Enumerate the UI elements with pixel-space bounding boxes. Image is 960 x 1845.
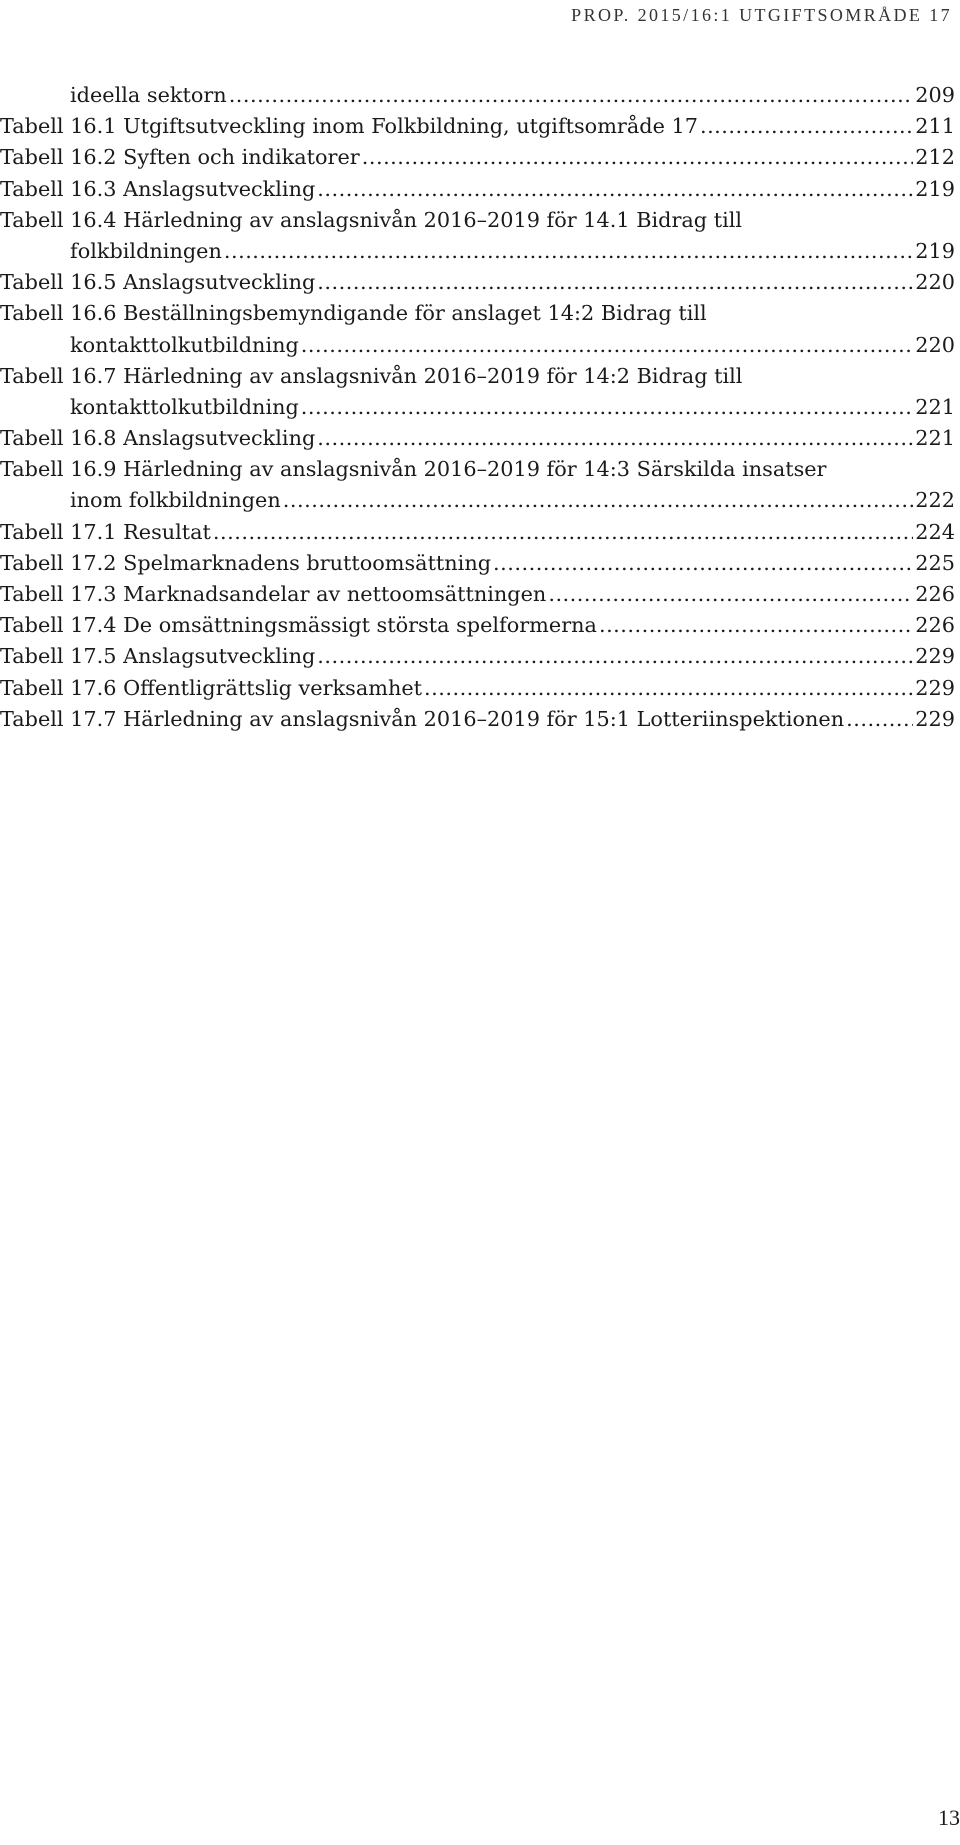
dot-leader	[700, 111, 913, 142]
toc-entry-title-line: Tabell 16.9 Härledning av anslagsnivån 2016–2019 för 14:3 Särskilda insatser	[0, 457, 827, 482]
toc-entry-title-line: Tabell 16.6 Beställningsbemyndigande för anslaget 14:2 Bidrag till	[0, 301, 707, 326]
toc-entry[interactable]	[0, 673, 955, 704]
toc-entry-line	[0, 610, 955, 641]
toc-entry[interactable]	[0, 579, 955, 610]
toc-entry-page: 225	[915, 550, 955, 575]
toc-entry-line	[0, 330, 955, 361]
toc-entry[interactable]	[0, 704, 955, 735]
dot-leader	[599, 610, 913, 641]
toc-entry-line	[0, 267, 955, 298]
toc-entry-line	[0, 392, 955, 423]
toc-entry-title-line: Tabell 16.7 Härledning av anslagsnivån 2016–2019 för 14:2 Bidrag till	[0, 363, 743, 388]
toc-entry-page: 221	[915, 426, 955, 451]
toc-entry-line	[0, 579, 955, 610]
toc-entry-page: 224	[915, 519, 955, 544]
dot-leader	[317, 423, 913, 454]
toc-entry[interactable]	[0, 641, 955, 672]
toc-entry-page: 226	[915, 582, 955, 606]
toc-entry-line	[0, 236, 955, 267]
toc-entry-page: 219	[915, 238, 955, 263]
page-number: 13	[938, 1805, 960, 1830]
toc-entry-title: kontakttolkutbildning	[70, 332, 299, 357]
toc-entry-title: Tabell 17.2 Spelmarknadens bruttoomsättning	[0, 550, 492, 575]
toc-entry-title: Tabell 16.5 Anslagsutveckling	[0, 270, 316, 295]
toc-entry[interactable]	[0, 111, 955, 142]
toc-entry-line	[0, 111, 955, 142]
dot-leader	[424, 673, 913, 704]
toc-entry-line	[0, 704, 955, 735]
toc-entry-page: 229	[915, 675, 955, 700]
toc-entry[interactable]	[0, 610, 955, 641]
toc-entry-title-line: Tabell 16.4 Härledning av anslagsnivån 2016–2019 för 14.1 Bidrag till	[0, 207, 743, 232]
toc-entry-title: Tabell 16.2 Syften och indikatorer	[0, 145, 360, 170]
toc-entry-page: 221	[915, 394, 955, 419]
toc-entry[interactable]	[0, 517, 955, 548]
toc-entry-page: 222	[915, 488, 955, 513]
toc-entry-title: Tabell 17.6 Offentligrättslig verksamhet	[0, 675, 423, 700]
toc-entry-title: Tabell 16.3 Anslagsutveckling	[0, 176, 316, 201]
dot-leader	[229, 80, 914, 111]
table-of-contents	[0, 80, 955, 735]
toc-entry[interactable]	[0, 423, 955, 454]
toc-entry[interactable]	[0, 454, 955, 516]
toc-entry-title: inom folkbildningen	[70, 488, 281, 513]
toc-entry-page: 219	[915, 176, 955, 201]
dot-leader	[301, 392, 914, 423]
toc-entry-title: Tabell 17.7 Härledning av anslagsnivån 2016–2019 för 15:1 Lotteriinspektionen	[0, 706, 845, 731]
toc-entry-page: 220	[915, 270, 955, 295]
toc-entry-line	[0, 80, 955, 111]
toc-entry[interactable]	[0, 174, 955, 205]
toc-entry-title: Tabell 17.5 Anslagsutveckling	[0, 644, 316, 669]
toc-entry-line	[0, 641, 955, 672]
toc-entry-line	[0, 548, 955, 579]
toc-entry-title: ideella sektorn	[70, 83, 227, 107]
toc-entry[interactable]	[0, 267, 955, 298]
toc-entry-title: Tabell 17.1 Resultat	[0, 519, 211, 544]
dot-leader	[493, 548, 913, 579]
toc-entry-page: 220	[915, 332, 955, 357]
toc-entry-line	[0, 142, 955, 173]
toc-entry-title: Tabell 17.4 De omsättningsmässigt största spelformerna	[0, 613, 597, 638]
toc-entry-line	[0, 174, 955, 205]
running-header: PROP. 2015/16:1 UTGIFTSOMRÅDE 17	[571, 5, 952, 25]
toc-entry-title: kontakttolkutbildning	[70, 394, 299, 419]
toc-entry-line	[0, 673, 955, 704]
toc-entry-page: 229	[915, 706, 955, 731]
dot-leader	[548, 579, 913, 610]
toc-entry[interactable]	[0, 80, 955, 111]
dot-leader	[283, 485, 914, 516]
toc-entry-title: Tabell 16.1 Utgiftsutveckling inom Folkbildning, utgiftsområde 17	[0, 114, 698, 139]
dot-leader	[317, 174, 913, 205]
toc-entry[interactable]	[0, 548, 955, 579]
toc-entry-title: Tabell 16.8 Anslagsutveckling	[0, 426, 316, 451]
toc-entry[interactable]	[0, 298, 955, 360]
toc-entry-page: 209	[915, 83, 955, 107]
toc-entry-line	[0, 517, 955, 548]
toc-entry-page: 212	[915, 145, 955, 170]
toc-entry-title: Tabell 17.3 Marknadsandelar av nettoomsättningen	[0, 582, 547, 606]
toc-entry-line	[0, 485, 955, 516]
dot-leader	[301, 330, 914, 361]
toc-entry-page: 229	[915, 644, 955, 669]
toc-entry[interactable]	[0, 361, 955, 423]
toc-entry[interactable]	[0, 142, 955, 173]
dot-leader	[362, 142, 914, 173]
toc-entry-line	[0, 423, 955, 454]
dot-leader	[213, 517, 913, 548]
toc-entry[interactable]	[0, 205, 955, 267]
toc-entry-title: folkbildningen	[70, 238, 222, 263]
toc-entry-page: 226	[915, 613, 955, 638]
dot-leader	[224, 236, 913, 267]
dot-leader	[846, 704, 913, 735]
dot-leader	[317, 267, 913, 298]
toc-entry-page: 211	[915, 114, 955, 139]
dot-leader	[317, 641, 913, 672]
